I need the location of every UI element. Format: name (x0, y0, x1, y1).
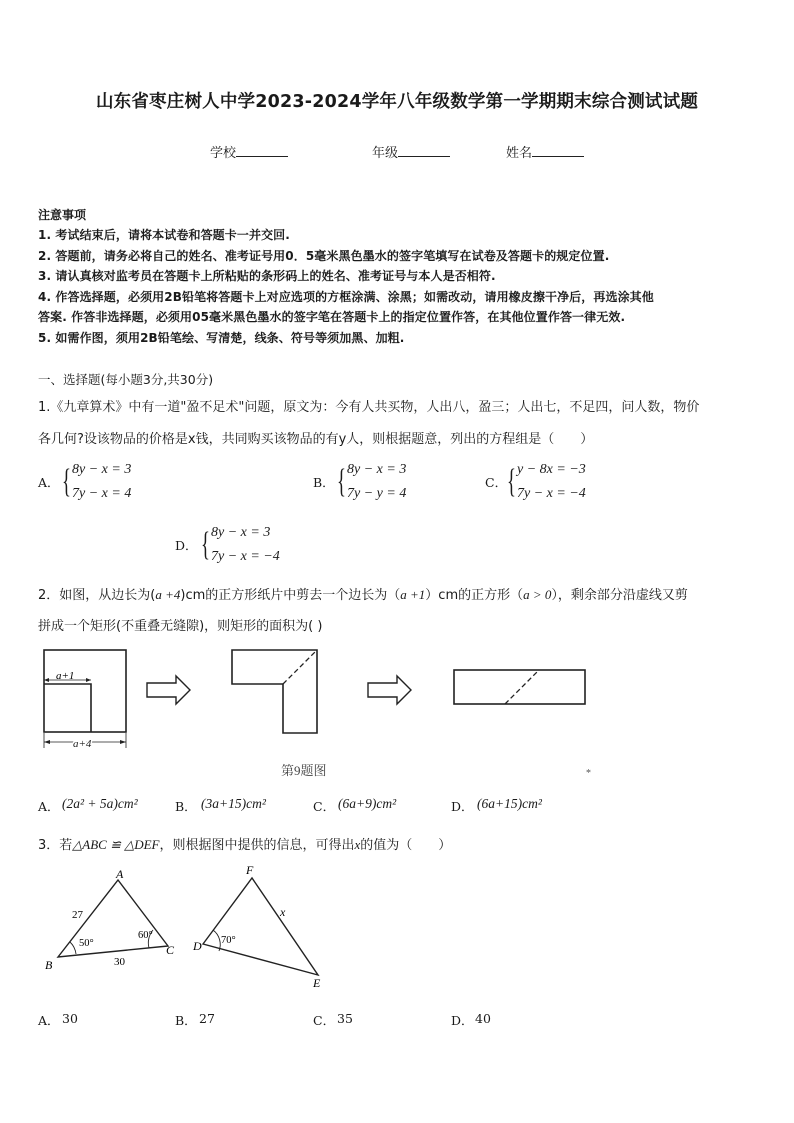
equation: y − 8x = −3 (517, 462, 586, 477)
angle-c: 60° (138, 930, 153, 941)
vertex-a: A (116, 867, 124, 881)
option-value: (6a+15)cm² (477, 796, 542, 811)
q3-figure (0, 860, 400, 995)
note-item: 5. 如需作图，须用2B铅笔绘、写清楚，线条、符号等须加黑、加粗. (38, 331, 405, 345)
note-item: 答案. 作答非选择题，必须用05毫米黑色墨水的签字笔在答题卡上的指定位置作答，在其他位置作答一律无效. (38, 310, 626, 324)
page-title: 山东省枣庄树人中学2023-2024学年八年级数学第一学期期末综合测试试题 (95, 92, 699, 112)
q2-text: ）cm的正方形（ (425, 588, 524, 603)
option-value: 40 (475, 1011, 491, 1026)
option-label: A． (38, 799, 60, 814)
equation: 7y − x = −4 (517, 486, 586, 501)
q2-math: a +4 (155, 587, 181, 602)
grade-blank[interactable] (398, 143, 450, 157)
vertex-b: B (45, 958, 53, 972)
label-a-plus-4: a+4 (73, 738, 92, 750)
equation: 8y − x = 3 (347, 462, 407, 477)
figure-mark: * (586, 768, 591, 779)
option-label: B． (175, 1013, 197, 1028)
label-a-plus-1: a+1 (56, 670, 75, 682)
result-rectangle (454, 670, 585, 704)
option-label: A． (38, 475, 60, 490)
option-value: (3a+15)cm² (201, 796, 266, 811)
cut-square-outline (44, 684, 91, 732)
name-blank[interactable] (532, 143, 584, 157)
q2-stem-line2: 拼成一个矩形(不重叠无缝隙)，则矩形的面积为( ) (38, 619, 323, 634)
option-label: C． (313, 1013, 336, 1028)
notes-heading: 注意事项 (38, 208, 87, 222)
option-label: C． (313, 799, 336, 814)
option-label: B． (313, 475, 335, 490)
equation-system: { y − 8x = −3 7y − x = −4 (507, 460, 597, 504)
equation: 7y − x = 4 (72, 486, 132, 501)
option-value: (2a² + 5a)cm² (62, 796, 138, 811)
q3-stem (38, 834, 451, 853)
equation: 8y − x = 3 (72, 462, 132, 477)
grade-label: 年级 (372, 146, 399, 161)
equation: 8y − x = 3 (211, 525, 271, 540)
dashed-cut-line (505, 670, 539, 704)
option-label: D． (451, 1013, 474, 1028)
section-heading: 一、选择题(每小题3分,共30分) (38, 372, 214, 387)
q2-text: 2．如图，从边长为( (38, 588, 156, 603)
q1-stem-line2: 各几何?设该物品的价格是x钱，共同购买该物品的有y人，则根据题意，列出的方程组是（ ） (38, 432, 594, 447)
vertex-d: D (193, 939, 202, 953)
figure-caption: 第9题图 (281, 763, 327, 778)
option-label: B． (175, 799, 197, 814)
note-item: 4. 作答选择题，必须用2B铅笔将答题卡上对应选项的方框涂满、涂黑；如需改动，请用橡皮擦干净后，再选涂其他 (38, 290, 654, 304)
name-label: 姓名 (506, 146, 533, 161)
option-label: A． (38, 1013, 60, 1028)
angle-d: 70° (221, 935, 236, 946)
option-label: D． (175, 538, 198, 553)
equation: 7y − y = 4 (347, 486, 407, 501)
note-item: 2. 答题前，请务必将自己的姓名、准考证号用0．5毫米黑色墨水的签字笔填写在试卷及答题卡的规定位置. (38, 249, 610, 263)
option-label: C． (485, 475, 508, 490)
q2-text: )cm的正方形纸片中剪去一个边长为（ (180, 588, 401, 603)
big-square (44, 650, 126, 732)
option-value: 30 (62, 1011, 78, 1026)
q3-text: 3．若 (38, 838, 73, 853)
option-value: 27 (199, 1011, 215, 1026)
q3-var: x (354, 837, 361, 852)
note-item: 3. 请认真核对监考员在答题卡上所粘贴的条形码上的姓名、准考证号与本人是否相符. (38, 269, 496, 283)
equation: 7y − x = −4 (211, 549, 280, 564)
q3-math: △ABC ≌ △DEF (72, 837, 160, 852)
note-item: 1. 考试结束后，请将本试卷和答题卡一并交回. (38, 228, 290, 242)
vertex-f: F (246, 863, 254, 877)
option-value: (6a+9)cm² (338, 796, 397, 811)
vertex-e: E (313, 976, 321, 990)
equation-system: { 8y − x = 3 7y − x = −4 (201, 523, 291, 567)
arrow-right-icon (368, 676, 411, 704)
name-field[interactable] (506, 142, 584, 161)
arrow-right-icon (147, 676, 190, 704)
l-shape (232, 650, 317, 733)
q2-figure (0, 640, 794, 785)
q2-text: ），剩余部分沿虚线又剪 (551, 588, 688, 603)
q3-text: ，则根据图中提供的信息，可得出 (159, 838, 355, 853)
equation-system: { 8y − x = 3 7y − x = 4 (62, 460, 142, 504)
angle-b: 50° (79, 938, 94, 949)
grade-field[interactable] (372, 142, 450, 161)
option-value: 35 (337, 1011, 353, 1026)
triangle-def (203, 878, 318, 975)
school-blank[interactable] (236, 143, 288, 157)
vertex-c: C (166, 943, 175, 957)
q2-stem-line1 (38, 584, 688, 603)
school-label: 学校 (210, 146, 237, 161)
dashed-cut-line (283, 650, 317, 684)
q1-stem-line1: 1.《九章算术》中有一道"盈不足术"问题，原文为：今有人共买物，人出八，盈三；人出七，不足四，问人数，物价 (38, 400, 700, 415)
q2-math: a +1 (400, 587, 426, 602)
q2-math: a > 0 (523, 587, 552, 602)
side-bc: 30 (114, 956, 125, 968)
side-ab: 27 (72, 909, 83, 921)
option-label: D． (451, 799, 474, 814)
side-fe: x (280, 905, 286, 919)
school-field[interactable] (210, 142, 288, 161)
equation-system: { 8y − x = 3 7y − y = 4 (337, 460, 417, 504)
q3-text: 的值为（ ） (360, 838, 452, 853)
